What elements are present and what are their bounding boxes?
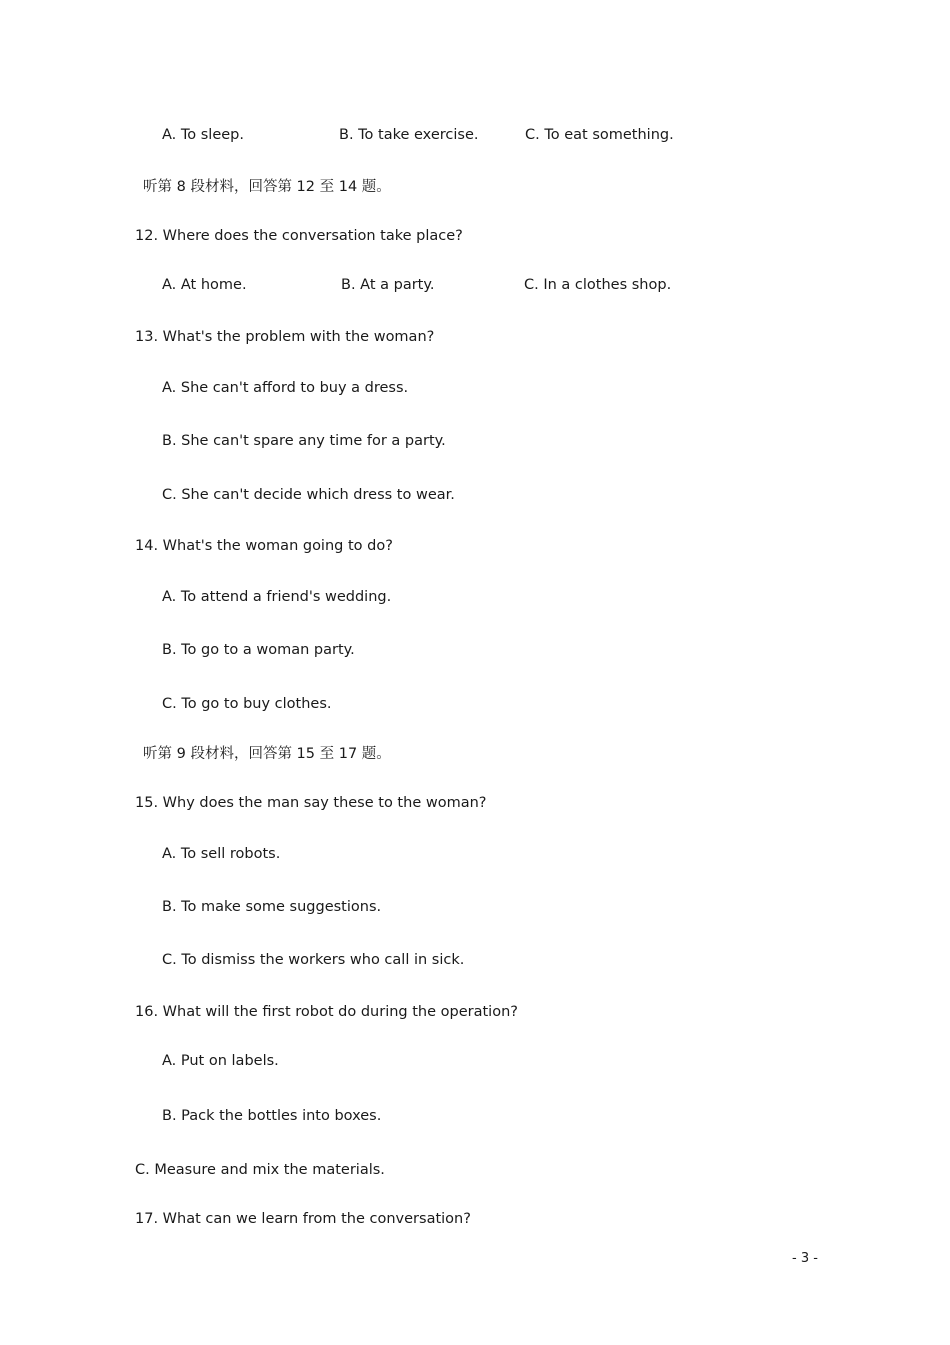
q13-option-b: B. She can't spare any time for a party.	[162, 433, 446, 449]
q16-option-a: A. Put on labels.	[162, 1053, 279, 1069]
section-9-instruction: 听第 9 段材料，回答第 15 至 17 题。	[143, 746, 391, 762]
q14-option-a: A. To attend a friend's wedding.	[162, 589, 392, 605]
q14-option-b: B. To go to a woman party.	[162, 642, 355, 658]
page-number: - 3 -	[792, 1251, 818, 1266]
q11-option-a: A. To sleep.	[162, 127, 244, 143]
q15-option-c: C. To dismiss the workers who call in sick.	[162, 952, 465, 968]
q13-question: 13. What's the problem with the woman?	[135, 329, 435, 345]
q12-option-a: A. At home.	[162, 277, 247, 293]
q14-option-c: C. To go to buy clothes.	[162, 696, 332, 712]
q12-question: 12. Where does the conversation take place?	[135, 228, 463, 244]
q16-option-c: C. Measure and mix the materials.	[135, 1162, 385, 1178]
q12-option-b: B. At a party.	[341, 277, 435, 293]
q14-question: 14. What's the woman going to do?	[135, 538, 393, 554]
section-8-instruction: 听第 8 段材料，回答第 12 至 14 题。	[143, 179, 391, 195]
q15-option-a: A. To sell robots.	[162, 846, 281, 862]
q15-option-b: B. To make some suggestions.	[162, 899, 382, 915]
q16-question: 16. What will the first robot do during the operation?	[135, 1004, 518, 1020]
q12-option-c: C. In a clothes shop.	[524, 277, 672, 293]
q15-question: 15. Why does the man say these to the woman?	[135, 795, 487, 811]
q13-option-a: A. She can't afford to buy a dress.	[162, 380, 409, 396]
q11-option-b: B. To take exercise.	[339, 127, 479, 143]
q17-question: 17. What can we learn from the conversation?	[135, 1211, 471, 1227]
q11-option-c: C. To eat something.	[525, 127, 674, 143]
q16-option-b: B. Pack the bottles into boxes.	[162, 1108, 382, 1124]
q13-option-c: C. She can't decide which dress to wear.	[162, 487, 455, 503]
